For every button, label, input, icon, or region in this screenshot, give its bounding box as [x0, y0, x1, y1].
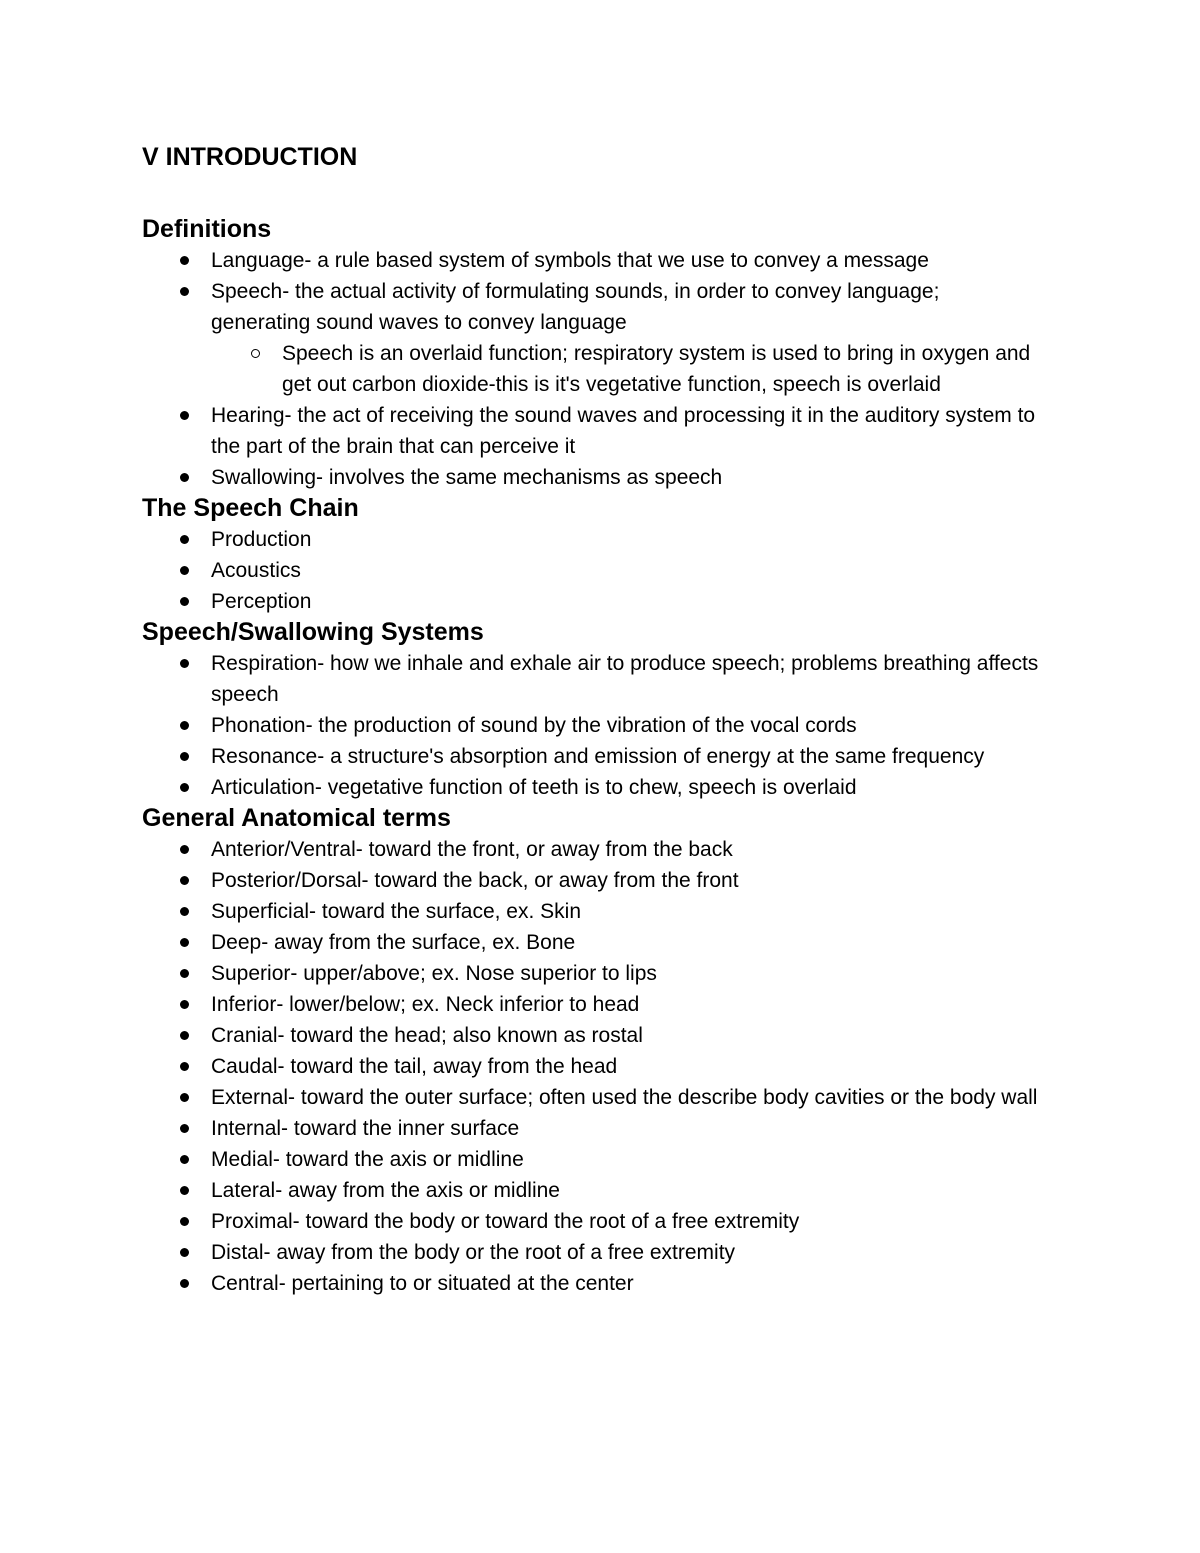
- list-item-text: Swallowing- involves the same mechanisms as speech: [211, 466, 723, 489]
- list-item: [142, 896, 1042, 927]
- list-item-text: External- toward the outer surface; often used the describe body cavities or the body wall: [211, 1086, 1038, 1109]
- list-item-text: Central- pertaining to or situated at the center: [211, 1272, 634, 1295]
- filled-bullet-icon: [180, 1062, 189, 1071]
- list-item: [142, 1237, 1042, 1268]
- sub-list-item-text: Speech is an overlaid function; respiratory system is used to bring in oxygen and get out carbon dioxide-this is it's vegetative function, speech is overlaid: [282, 342, 1031, 396]
- filled-bullet-icon: [180, 1155, 189, 1164]
- filled-bullet-icon: [180, 535, 189, 544]
- list-item-text: Resonance- a structure's absorption and emission of energy at the same frequency: [211, 745, 985, 768]
- list-item-text: Medial- toward the axis or midline: [211, 1148, 524, 1171]
- filled-bullet-icon: [180, 256, 189, 265]
- list-item-text: Anterior/Ventral- toward the front, or away from the back: [211, 838, 733, 861]
- list-item-text: Superficial- toward the surface, ex. Skin: [211, 900, 582, 923]
- document-body: [142, 214, 1042, 1299]
- list-item-text: Acoustics: [211, 559, 301, 582]
- filled-bullet-icon: [180, 1217, 189, 1226]
- list-item: [142, 1113, 1042, 1144]
- section-heading: Definitions: [142, 215, 272, 243]
- filled-bullet-icon: [180, 1186, 189, 1195]
- list-item-text: Posterior/Dorsal- toward the back, or away from the front: [211, 869, 739, 892]
- list-item-text: Cranial- toward the head; also known as rostal: [211, 1024, 643, 1047]
- document-page: [142, 140, 1042, 1299]
- list-item-text: Articulation- vegetative function of teeth is to chew, speech is overlaid: [211, 776, 857, 799]
- filled-bullet-icon: [180, 566, 189, 575]
- list-item: [142, 1020, 1042, 1051]
- filled-bullet-icon: [180, 1000, 189, 1009]
- list-item: [142, 865, 1042, 896]
- filled-bullet-icon: [180, 1279, 189, 1288]
- list-item: [142, 276, 1042, 400]
- filled-bullet-icon: [180, 1093, 189, 1102]
- list-item-text: Respiration- how we inhale and exhale air to produce speech; problems breathing affects speech: [211, 652, 1039, 706]
- filled-bullet-icon: [180, 783, 189, 792]
- list-item: [142, 1268, 1042, 1299]
- list-item-text: Deep- away from the surface, ex. Bone: [211, 931, 576, 954]
- list-item: [142, 648, 1042, 710]
- section-heading: Speech/Swallowing Systems: [142, 618, 484, 646]
- list-item-text: Internal- toward the inner surface: [211, 1117, 520, 1140]
- list-item: [142, 1051, 1042, 1082]
- list-item: [142, 741, 1042, 772]
- list-item-text: Superior- upper/above; ex. Nose superior to lips: [211, 962, 657, 985]
- list-item-text: Speech- the actual activity of formulating sounds, in order to convey language; generating sound waves to convey language: [211, 280, 940, 334]
- filled-bullet-icon: [180, 1248, 189, 1257]
- list-item-text: Hearing- the act of receiving the sound waves and processing it in the auditory system to the part of the brain that can perceive it: [211, 404, 1036, 458]
- list-item: [142, 1206, 1042, 1237]
- list-item: [142, 958, 1042, 989]
- bullet-list: [142, 245, 1042, 493]
- filled-bullet-icon: [180, 907, 189, 916]
- list-item: [142, 586, 1042, 617]
- list-item: [142, 245, 1042, 276]
- list-item: [142, 462, 1042, 493]
- filled-bullet-icon: [180, 876, 189, 885]
- list-item: [142, 555, 1042, 586]
- list-item-text: Caudal- toward the tail, away from the head: [211, 1055, 618, 1078]
- filled-bullet-icon: [180, 721, 189, 730]
- list-item: [142, 400, 1042, 462]
- filled-bullet-icon: [180, 1031, 189, 1040]
- filled-bullet-icon: [180, 473, 189, 482]
- filled-bullet-icon: [180, 752, 189, 761]
- filled-bullet-icon: [180, 287, 189, 296]
- hollow-bullet-icon: [251, 349, 260, 358]
- list-item: [142, 524, 1042, 555]
- list-item: [142, 772, 1042, 803]
- sub-list-item: [211, 338, 1042, 400]
- list-item-text: Production: [211, 528, 312, 551]
- list-item: [142, 1144, 1042, 1175]
- bullet-list: [142, 648, 1042, 803]
- filled-bullet-icon: [180, 938, 189, 947]
- filled-bullet-icon: [180, 969, 189, 978]
- list-item-text: Distal- away from the body or the root of a free extremity: [211, 1241, 736, 1264]
- list-item: [142, 989, 1042, 1020]
- list-item-text: Language- a rule based system of symbols that we use to convey a message: [211, 249, 929, 272]
- list-item: [142, 1175, 1042, 1206]
- filled-bullet-icon: [180, 1124, 189, 1133]
- list-item-text: Perception: [211, 590, 312, 613]
- sub-bullet-list: [211, 338, 1042, 400]
- list-item-text: Proximal- toward the body or toward the root of a free extremity: [211, 1210, 800, 1233]
- filled-bullet-icon: [180, 659, 189, 668]
- list-item: [142, 927, 1042, 958]
- page-title: V INTRODUCTION: [142, 143, 358, 171]
- list-item: [142, 834, 1042, 865]
- list-item: [142, 1082, 1042, 1113]
- section-heading: The Speech Chain: [142, 494, 359, 522]
- bullet-list: [142, 524, 1042, 617]
- filled-bullet-icon: [180, 845, 189, 854]
- section-heading: General Anatomical terms: [142, 804, 451, 832]
- list-item-text: Lateral- away from the axis or midline: [211, 1179, 560, 1202]
- list-item-text: Inferior- lower/below; ex. Neck inferior to head: [211, 993, 640, 1016]
- list-item-text: Phonation- the production of sound by the vibration of the vocal cords: [211, 714, 857, 737]
- filled-bullet-icon: [180, 411, 189, 420]
- bullet-list: [142, 834, 1042, 1299]
- list-item: [142, 710, 1042, 741]
- filled-bullet-icon: [180, 597, 189, 606]
